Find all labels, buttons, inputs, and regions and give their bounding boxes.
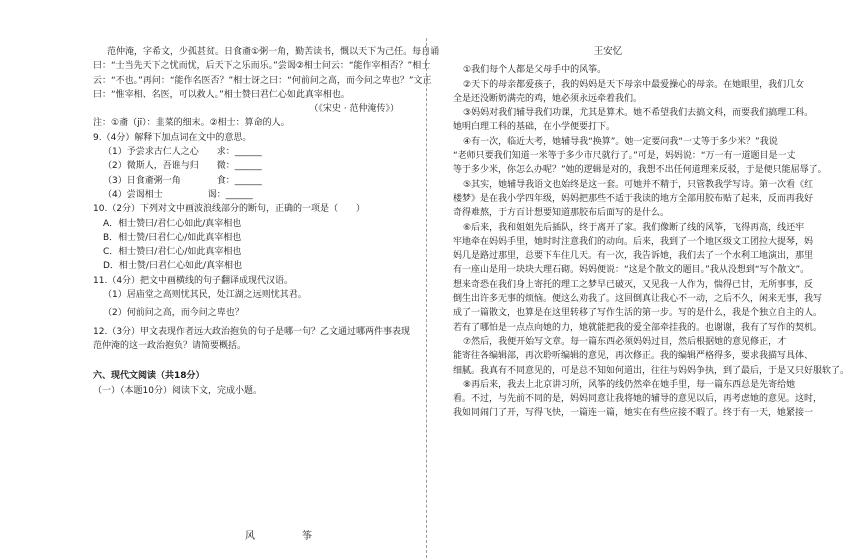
passage-line: 曰：“惟宰相、名医，可以救人。”相士赞曰君仁心如此真宰相也。 <box>93 89 350 100</box>
question-12-line: 范仲淹的这一政治抱负？请简要概括。 <box>93 340 247 351</box>
q9-item-blank: 求：______ <box>216 147 262 158</box>
left-column <box>93 45 440 398</box>
footnote: 注：①齑（jī）：韭菜的细末。②相士：算命的人。 <box>93 118 290 129</box>
paragraph-line: 我如同闹门了开，写得飞快，一篇连一篇，她实在有些应接不暇了。终于有一天，她紧接一 <box>453 408 814 419</box>
q9-item-text: （2）微斯人，吾谁与归 <box>103 161 199 172</box>
question-10-option: C．相士赞曰/君仁心/如此真宰相也 <box>103 247 242 258</box>
reading-title: 风 筝 <box>245 531 335 542</box>
paragraph-line: 全是还没断奶满壳的鸡，她必须永远牵着我们。 <box>453 93 643 104</box>
question-10-option: B．相士赞/曰君仁心/如此真宰相也 <box>103 232 242 243</box>
q9-item-text: （4）尝谒相士 <box>103 189 163 200</box>
paragraph-line: 牢地牵在妈妈手里，她时时注意我们的动向。后来，我到了一个地区级文工团拉大提琴，妈 <box>453 236 814 247</box>
section-heading: 六、现代文阅读（共18分） <box>93 371 205 382</box>
passage-source: （《宋史 · 范仲淹传》） <box>309 104 399 115</box>
passage-line: 云：“不也。”再问：“能作名医否？”相士讶之曰：“何前问之高，而今问之卑也？”文正 <box>93 75 432 86</box>
paragraph-line: ④有一次，临近大考，她辅导我“换算”。她一定要问我“一丈等于多少米？”我说 <box>463 136 778 147</box>
column-divider <box>426 38 427 558</box>
q9-item-text: （1）予尝求古仁人之心 <box>103 147 199 158</box>
q9-item-blank: 食：______ <box>216 175 262 186</box>
paragraph-line: 她明白理工科的基础，在小学便要打下。 <box>453 122 616 133</box>
paragraph-line: 等于多少米，你怎么办呢？”她的逻辑是对的，我想不出任何道理来反驳，于是便只能屈辱了。 <box>453 165 827 176</box>
paragraph <box>453 78 805 107</box>
paragraph-line: 成了一篇散文，也算是在这里转移了写作生活的第一步。写的是什么，我是个独立自主的人。 <box>453 308 823 319</box>
paragraph-line: 若有了哪怕是一点点向她的力，她就能把我的爱全部牵挂我的。也谢谢，我有了写作的契机。 <box>453 322 823 333</box>
paragraph-line: ⑧再后来，我去上北京讲习所，风筝的线仍然牵在她手里，每一篇东西总是先寄给她 <box>463 379 796 390</box>
paragraph-line: ①我们每个人都是父母手中的风筝。 <box>463 65 607 76</box>
question-10-stem: 10.（2分）下列对文中画波浪线部分的断句，正确的一项是（ ） <box>93 204 366 215</box>
paragraph-line: ⑤其实，她辅导我语文也始终是这一套。可她并不精于，只管教我学写诗。第一次看《红 <box>463 179 814 190</box>
question-12-line: 12.（3分）甲文表现作者远大政治抱负的句子是哪一句？乙文通过哪两件事表现 <box>93 326 411 337</box>
question-9-item <box>93 174 403 188</box>
q9-item-text: （3）日食齑粥一角 <box>103 175 181 186</box>
paragraph <box>453 135 827 178</box>
paragraph <box>453 178 814 221</box>
question-9-item <box>93 145 403 159</box>
paragraph-line: 能寄往各编辑部，再次聆听编辑的意见，再次修正。我的编辑严格得多，要求我描写具体、 <box>453 351 814 362</box>
question-11-item: （2）何前问之高，而今问之卑也？ <box>103 308 244 319</box>
paragraph-line: ⑦然后，我便开始写文章。每一篇东西必须妈妈过目，然后根据她的意见修正，才 <box>463 336 787 347</box>
paragraph <box>453 335 849 378</box>
passage-line: 范仲淹，字希文，少孤甚贫。日食齑①粥一角，勤苦读书，慨以天下为己任。每自诵 <box>107 47 440 57</box>
paragraph-line: 倒生出许多无事的烦恼。便这么劝我了。这回倒真让我心不一动，之后不久，闲来无事，我写 <box>453 294 823 305</box>
paragraph-line: 细腻。我真有不同意见的，可是总不知如何道出，往往与妈妈争执，到了最后，于是又只好服软了。 <box>453 365 849 376</box>
right-column <box>453 45 849 421</box>
paragraph-line: “老师只要我们知道一米等于多少市尺就行了。”可是，妈妈说：“万一有一道题目是一丈 <box>453 151 796 162</box>
question-10-option: A．相士赞曰/君仁心如此/真宰相也 <box>103 218 242 229</box>
paragraph-line: 看。不过，与先前不同的是，妈妈同意让我将她的辅导的意见以后，再考虑她的意见。这时， <box>453 394 823 405</box>
paragraph <box>453 63 763 77</box>
question-9-item <box>93 159 403 173</box>
paragraph <box>453 221 823 335</box>
question-11-item: （1）居庙堂之高则忧其民，处江湖之远则忧其君。 <box>103 290 307 301</box>
paragraph-line: ③妈妈对我们辅导我们功课，尤其是算术。她不希望我们去搞文科，而要我们搞理工科。 <box>463 108 814 119</box>
author-name: 王安忆 <box>593 46 623 57</box>
question-10-option: D．相士赞/曰君仁心如此/真宰相也 <box>103 261 242 272</box>
question-11-stem: 11.（4分）把文中画横线的句子翻译成现代汉语。 <box>93 275 294 286</box>
q9-item-blank: 微：______ <box>216 161 262 172</box>
paragraph-line: 妈几是路过那里，总要下车住几天。有一次，我告诉她，我们去了一个水利工地演出，那里 <box>453 251 814 262</box>
paragraph <box>453 106 814 135</box>
paragraph-line: 奇得难熬，于方百计想要知道那胶布后面写的是什么。 <box>453 208 670 219</box>
question-9-stem: 9.（4分）解释下加点词在文中的意思。 <box>93 132 252 143</box>
paragraph-line: ②天下的母亲都爱孩子，我的妈妈是天下母亲中最爱操心的母亲。在她眼里，我们几女 <box>463 79 805 90</box>
paragraph <box>453 378 823 421</box>
section-subheading: （一）（本题10分）阅读下文，完成小题。 <box>93 385 262 396</box>
paragraph-line: 有一座山是用一块块大理石砌。妈妈便说：“这是个散文的题目。”我从没想到“写个散文”。 <box>453 265 810 276</box>
question-9-item <box>93 188 403 202</box>
paragraph-line: 楼梦》是在我小学四年级，妈妈把那些不适于我读的地方全部用胶布贴了起来，反而再我好 <box>453 193 814 204</box>
paragraph-line: ⑥后来，我和姐姐先后插队，终于离开了家。我们像断了线的风筝，飞得再高，线还牢 <box>463 222 805 233</box>
passage-line: 曰：“士当先天下之忧而忧，后天下之乐而乐。”尝谒②相士问云：“能作宰相否？”相士 <box>93 61 431 72</box>
q9-item-blank: 谒：______ <box>207 189 253 200</box>
paragraph-line: 想来奇恐在我们身上寄托的理工之梦早已破灭，又见我一人作为，惴得已甘，无所事事，反 <box>453 279 814 290</box>
